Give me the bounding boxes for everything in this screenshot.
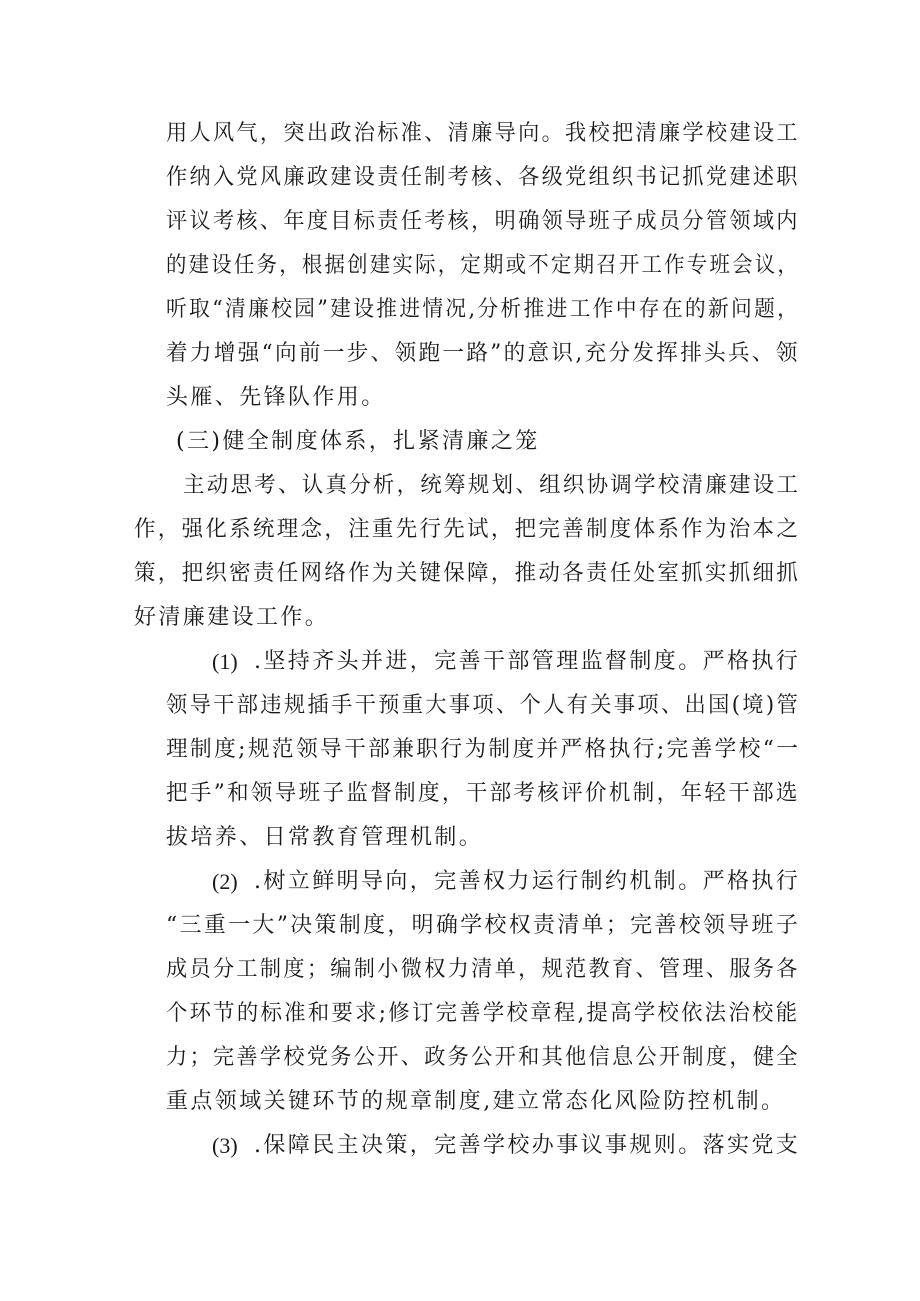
- paragraph-line: 主动思考、认真分析，统筹规划、组织协调学校清廉建设工: [183, 473, 801, 498]
- paragraph-line: 个环节的标准和要求;修订完善学校章程,提高学校依法治校能: [166, 1001, 800, 1026]
- paragraph-line: 听取“清廉校园”建设推进情况,分析推进工作中存在的新问题，: [166, 297, 801, 322]
- paragraph-line: 成员分工制度；编制小微权力清单，规范教育、管理、服务各: [166, 957, 800, 982]
- paragraph-line: 拔培养、日常教育管理机制。: [166, 825, 484, 850]
- paragraph-line: “三重一大”决策制度，明确学校权责清单；完善校领导班子: [166, 913, 801, 938]
- paragraph-line: 策，把织密责任网络作为关键保障，推动各责任处室抓实抓细抓: [134, 561, 801, 586]
- section-heading: (三)健全制度体系，扎紧清廉之笼: [176, 429, 540, 454]
- paragraph-line: 把手”和领导班子监督制度，干部考核评价机制，年轻干部选: [166, 781, 800, 806]
- paragraph-line: 理制度;规范领导干部兼职行为制度并严格执行;完善学校“一: [166, 737, 801, 762]
- paragraph-line: .保障民主决策，完善学校办事议事规则。落实党支: [254, 1133, 801, 1158]
- paragraph-line: .树立鲜明导向，完善权力运行制约机制。严格执行: [254, 869, 801, 894]
- list-item-number: (1): [212, 649, 238, 674]
- paragraph-line: .坚持齐头并进，完善干部管理监督制度。严格执行: [254, 649, 801, 674]
- paragraph-line: 领导干部违规插手干预重大事项、个人有关事项、出国(境)管: [166, 693, 801, 718]
- paragraph-line: 着力增强“向前一步、领跑一路”的意识,充分发挥排头兵、领: [166, 341, 800, 366]
- paragraph-line: 好清廉建设工作。: [134, 605, 330, 630]
- paragraph-line: 用人风气，突出政治标准、清廉导向。我校把清廉学校建设工: [166, 121, 800, 146]
- paragraph-line: 评议考核、年度目标责任考核，明确领导班子成员分管领域内: [166, 209, 800, 234]
- paragraph-line: 的建设任务，根据创建实际，定期或不定期召开工作专班会议，: [166, 253, 801, 278]
- list-item-number: (2): [212, 869, 238, 894]
- paragraph-line: 重点领域关键环节的规章制度,建立常态化风险防控机制。: [166, 1089, 786, 1114]
- list-item-number: (3): [212, 1133, 238, 1158]
- paragraph-line: 作纳入党风廉政建设责任制考核、各级党组织书记抓党建述职: [166, 165, 800, 190]
- paragraph-line: 力；完善学校党务公开、政务公开和其他信息公开制度，健全: [166, 1045, 800, 1070]
- paragraph-line: 头雁、先锋队作用。: [166, 385, 386, 410]
- paragraph-line: 作，强化系统理念，注重先行先试，把完善制度体系作为治本之: [134, 517, 801, 542]
